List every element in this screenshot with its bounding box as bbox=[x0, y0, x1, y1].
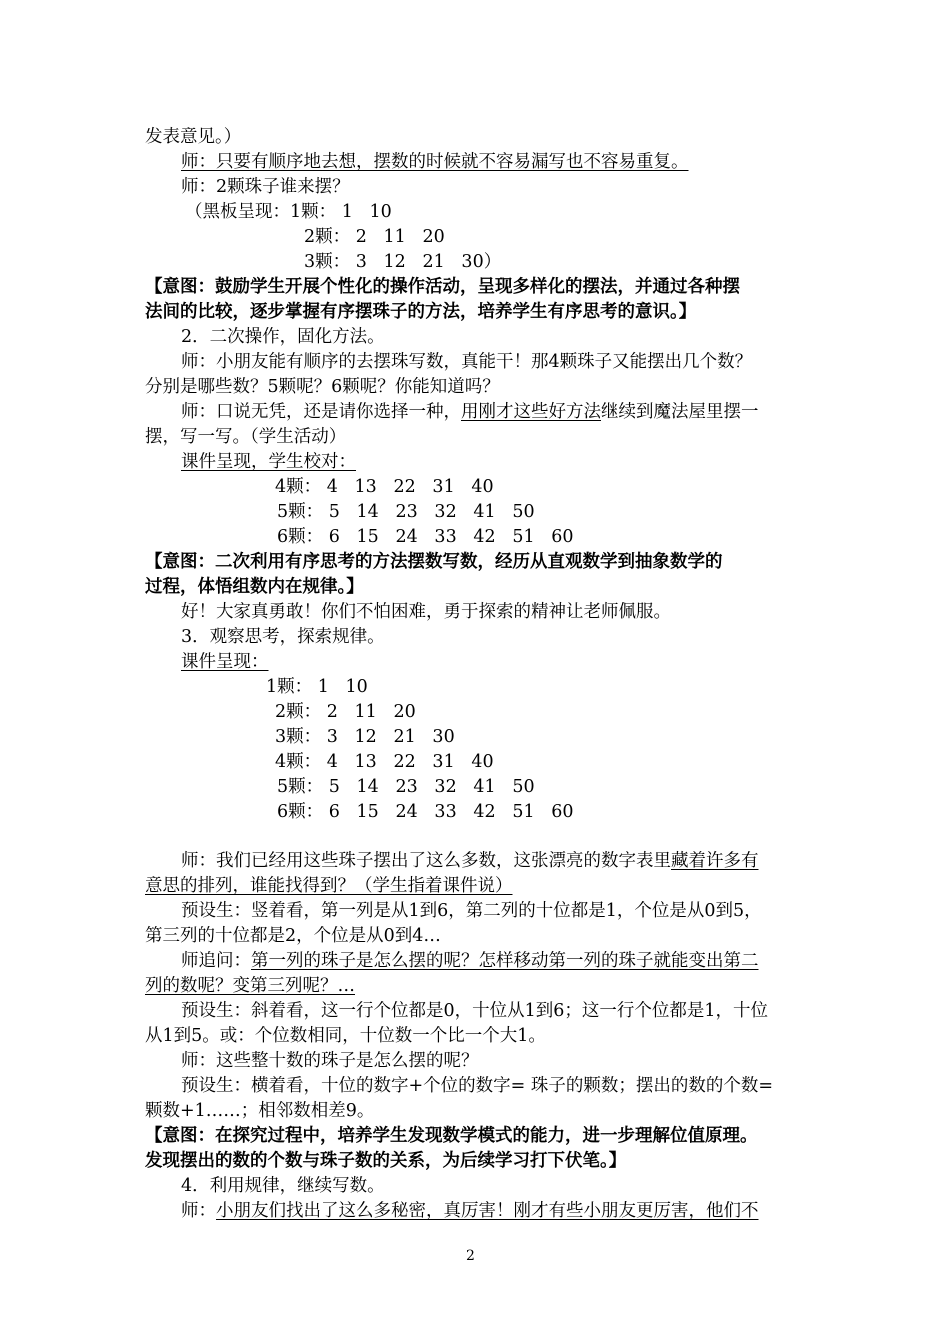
number-row: 5颗： 5 14 23 32 41 50 bbox=[277, 777, 535, 797]
text-line: 课件呈现： bbox=[181, 652, 269, 672]
number-row: 2颗： 2 11 20 bbox=[275, 702, 416, 722]
text-line: 预设生：横着看，十位的数字+个位的数字= 珠子的颗数；摆出的数的个数= bbox=[181, 1076, 774, 1096]
intent-note: 过程，体悟组数内在规律。】 bbox=[145, 577, 364, 597]
intent-note: 发现摆出的数的个数与珠子数的关系，为后续学习打下伏笔。】 bbox=[145, 1151, 627, 1171]
intent-note: 【意图：二次利用有序思考的方法摆数写数，经历从直观数学到抽象数学的 bbox=[145, 552, 723, 572]
section-heading: 3．观察思考，探索规律。 bbox=[181, 627, 385, 647]
text-segment: 师追问： bbox=[181, 951, 251, 971]
text-line bbox=[181, 400, 759, 424]
number-row: 4颗： 4 13 22 31 40 bbox=[275, 477, 494, 497]
text-line: （黑板呈现：1颗： 1 10 bbox=[185, 202, 392, 222]
text-line: 第三列的十位都是2，个位是从0到4… bbox=[145, 926, 441, 946]
underlined-text: 用刚才这些好方法 bbox=[461, 402, 601, 422]
text-segment: 师：口说无凭，还是请你选择一种， bbox=[181, 402, 461, 422]
text-segment: 师： bbox=[181, 1201, 216, 1221]
text-line: 2颗： 2 11 20 bbox=[304, 227, 445, 247]
text-line: 师：2颗珠子谁来摆？ bbox=[181, 177, 350, 197]
intent-note: 【意图：鼓励学生开展个性化的操作活动，呈现多样化的摆法，并通过各种摆 bbox=[145, 277, 740, 297]
text-segment: 师：我们已经用这些珠子摆出了这么多数，这张漂亮的数字表里 bbox=[181, 851, 671, 871]
text-line: 课件呈现，学生校对： bbox=[181, 452, 356, 472]
text-line: 发表意见。） bbox=[145, 127, 242, 147]
intent-note: 法间的比较，逐步掌握有序摆珠子的方法，培养学生有序思考的意识。】 bbox=[145, 302, 697, 322]
text-line bbox=[181, 849, 759, 873]
text-line bbox=[181, 1199, 759, 1223]
number-row: 6颗： 6 15 24 33 42 51 60 bbox=[277, 527, 574, 547]
text-line: 分别是哪些数？5颗呢？6颗呢？你能知道吗？ bbox=[145, 377, 500, 397]
text-line: 预设生：斜着看，这一行个位都是0，十位从1到6；这一行个位都是1，十位 bbox=[181, 1001, 769, 1021]
text-line: 师：这些整十数的珠子是怎么摆的呢？ bbox=[181, 1051, 479, 1071]
text-line: 摆，写一写。（学生活动） bbox=[145, 427, 347, 447]
text-segment: 继续到魔法屋里摆一 bbox=[601, 402, 759, 422]
intent-note: 【意图：在探究过程中，培养学生发现数学模式的能力，进一步理解位值原理。 bbox=[145, 1126, 758, 1146]
text-line: 师：小朋友能有顺序的去摆珠写数，真能干！那4颗珠子又能摆出几个数？ bbox=[181, 352, 753, 372]
text-line: 好！大家真勇敢！你们不怕困难，勇于探索的精神让老师佩服。 bbox=[181, 602, 671, 622]
text-line: 师：只要有顺序地去想，摆数的时候就不容易漏写也不容易重复。 bbox=[181, 152, 689, 172]
underlined-text: 第一列的珠子是怎么摆的呢？怎样移动第一列的珠子就能变出第二 bbox=[251, 951, 759, 971]
text-line: 意思的排列，谁能找得到？（学生指着课件说） bbox=[145, 876, 513, 896]
text-line: 预设生：竖着看，第一列是从1到6，第二列的十位都是1，个位是从0到5， bbox=[181, 901, 762, 921]
text-line: 从1到5。或：个位数相同，十位数一个比一个大1。 bbox=[145, 1026, 546, 1046]
number-row: 3颗： 3 12 21 30 bbox=[275, 727, 455, 747]
page-number: 2 bbox=[466, 1248, 475, 1264]
text-line: 颗数+1……；相邻数相差9。 bbox=[145, 1101, 375, 1121]
number-row: 4颗： 4 13 22 31 40 bbox=[275, 752, 494, 772]
text-line bbox=[181, 949, 759, 973]
number-row: 6颗： 6 15 24 33 42 51 60 bbox=[277, 802, 574, 822]
number-row: 1颗： 1 10 bbox=[266, 677, 368, 697]
underlined-text: 小朋友们找出了这么多秘密，真厉害！刚才有些小朋友更厉害，他们不 bbox=[216, 1201, 759, 1221]
section-heading: 2．二次操作，固化方法。 bbox=[181, 327, 385, 347]
text-line: 3颗： 3 12 21 30） bbox=[304, 252, 502, 272]
section-heading: 4．利用规律，继续写数。 bbox=[181, 1176, 385, 1196]
number-row: 5颗： 5 14 23 32 41 50 bbox=[277, 502, 535, 522]
text-line: 列的数呢？变第三列呢？… bbox=[145, 976, 355, 996]
underlined-text: 藏着许多有 bbox=[671, 851, 759, 871]
